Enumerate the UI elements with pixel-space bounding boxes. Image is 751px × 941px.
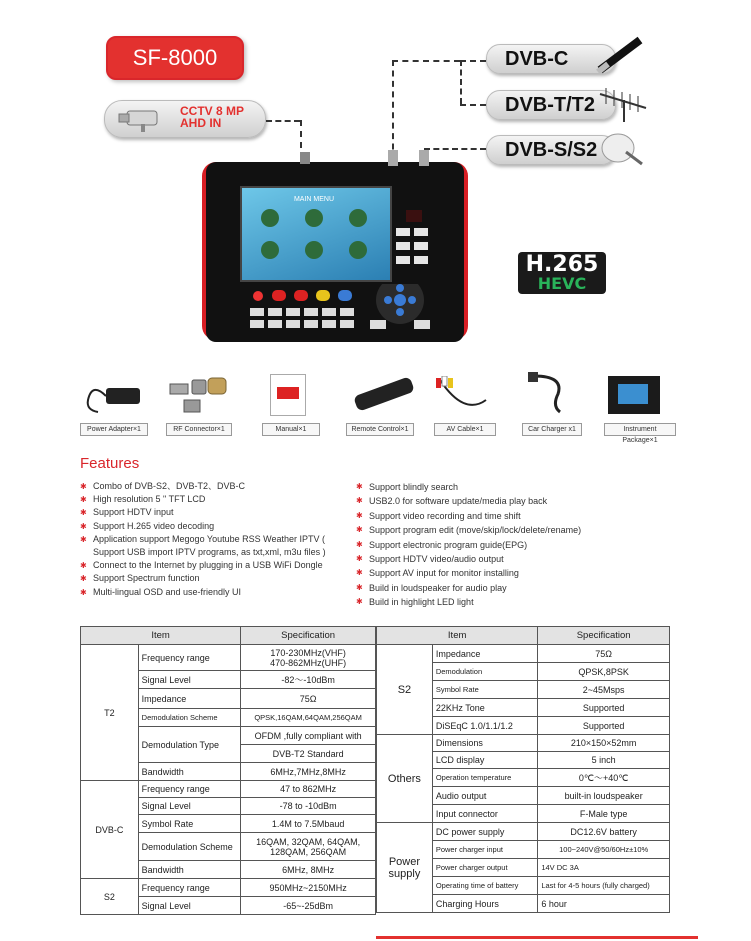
accessory-label-power-adapter: Power Adapter×1 bbox=[80, 423, 148, 436]
spec-label: 22KHz Tone bbox=[432, 699, 537, 717]
spec-value: 6MHz, 8MHz bbox=[241, 861, 376, 879]
model-name-badge bbox=[106, 36, 244, 80]
hevc-label: HEVC bbox=[537, 274, 587, 293]
manual-cover-image bbox=[277, 387, 299, 399]
spec-value: QPSK,16QAM,64QAM,256QAM bbox=[241, 709, 376, 727]
accessory-label-instrument-package: Instrument Package×1 bbox=[604, 423, 676, 436]
spec-group-dvbc: DVB-C bbox=[81, 781, 139, 879]
feature-item: ✱ Build in loudspeaker for audio play bbox=[356, 581, 656, 595]
spec-label: Impedance bbox=[432, 645, 537, 663]
feature-item: ✱ Support video recording and time shift bbox=[356, 509, 656, 523]
spec-label: Symbol Rate bbox=[138, 815, 241, 833]
spec-header-item: Item bbox=[81, 627, 241, 645]
spec-group-power-line2: supply bbox=[388, 867, 421, 880]
spec-value: 75Ω bbox=[538, 645, 670, 663]
spec-value: Last for 4-5 hours (fully charged) bbox=[538, 877, 670, 895]
spec-value: -82～-10dBm bbox=[241, 671, 376, 689]
spec-label: Frequency range bbox=[138, 879, 241, 897]
sat-connector-line-h bbox=[424, 148, 486, 150]
rf-connector-line bbox=[392, 60, 394, 160]
h265-label: H.265 bbox=[525, 252, 599, 277]
spec-value: 100~240V@50/60Hz±10% bbox=[538, 841, 670, 859]
input-dvbt2-label: DVB-T/T2 bbox=[505, 93, 595, 116]
spec-label: DiSEqC 1.0/1.1/1.2 bbox=[432, 717, 537, 735]
spec-value: OFDM ,fully compliant with bbox=[241, 727, 376, 745]
sat-port bbox=[419, 150, 429, 166]
feature-item: ✱ Combo of DVB-S2、DVB-T2、DVB-C bbox=[80, 480, 342, 493]
features-list-right bbox=[356, 480, 656, 610]
spec-label: Input connector bbox=[432, 805, 537, 823]
spec-label: Demodulation Type bbox=[138, 727, 241, 763]
spec-value: 128QAM, 256QAM bbox=[270, 846, 347, 857]
spec-label: Dimensions bbox=[432, 735, 537, 752]
spec-value: 5 inch bbox=[538, 752, 670, 769]
feature-item: ✱ Support Spectrum function bbox=[80, 572, 342, 585]
spec-table-left bbox=[80, 626, 376, 915]
cctv-label bbox=[180, 105, 244, 129]
rf-port bbox=[388, 150, 398, 166]
feature-item: ✱ Support blindly search bbox=[356, 480, 656, 494]
spec-label: Operating time of battery bbox=[432, 877, 537, 895]
feature-item: ✱ Multi-lingual OSD and use-friendly UI bbox=[80, 586, 342, 599]
car-charger-icon bbox=[524, 370, 572, 416]
spec-value: 6MHz,7MHz,8MHz bbox=[241, 763, 376, 781]
spec-value: Supported bbox=[538, 699, 670, 717]
feature-item: ✱ Support electronic program guide(EPG) bbox=[356, 538, 656, 552]
instrument-package-icon bbox=[606, 370, 662, 418]
model-name: SF-8000 bbox=[132, 45, 218, 70]
device-keypad bbox=[248, 284, 460, 334]
spec-value: -78 to -10dBm bbox=[241, 798, 376, 815]
feature-item: ✱ High resolution 5 " TFT LCD bbox=[80, 493, 342, 506]
spec-header-item: Item bbox=[377, 627, 538, 645]
spec-label: Charging Hours bbox=[432, 895, 537, 913]
spec-label: Power charger input bbox=[432, 841, 537, 859]
cctv-camera-icon bbox=[117, 105, 161, 133]
accessory-label-av-cable: AV Cable×1 bbox=[434, 423, 496, 436]
feature-item: ✱ Build in highlight LED light bbox=[356, 595, 656, 609]
spec-label: LCD display bbox=[432, 752, 537, 769]
accessory-label-manual: Manual×1 bbox=[262, 423, 320, 436]
antenna-icon bbox=[596, 84, 650, 124]
accessory-label-remote: Remote Control×1 bbox=[346, 423, 414, 436]
rf-branch-line-2 bbox=[460, 104, 486, 106]
spec-value: 6 hour bbox=[538, 895, 670, 913]
coax-cable-icon bbox=[596, 36, 644, 76]
spec-label: DC power supply bbox=[432, 823, 537, 841]
spec-value: 14V DC 3A bbox=[538, 859, 670, 877]
spec-value-cell bbox=[241, 645, 376, 671]
spec-label: Bandwidth bbox=[138, 861, 241, 879]
satellite-dish-icon bbox=[598, 130, 646, 170]
feature-item: ✱ Support AV input for monitor installing bbox=[356, 566, 656, 580]
spec-value: 470-862MHz(UHF) bbox=[270, 657, 347, 668]
cctv-port bbox=[300, 152, 310, 164]
feature-item: ✱ USB2.0 for software update/media play back bbox=[356, 494, 656, 508]
feature-item: ✱ Connect to the Internet by plugging in a USB WiFi Dongle bbox=[80, 559, 342, 572]
manual-icon bbox=[270, 374, 306, 416]
feature-item: ✱ Application support Megogo Youtube RSS Weather IPTV ( Support USB import IPTV programs, as txt,xml, m3u files ) bbox=[80, 533, 342, 559]
spec-label: Signal Level bbox=[138, 798, 241, 815]
spec-value: 75Ω bbox=[241, 689, 376, 709]
spec-group-power-line1: Power bbox=[388, 855, 421, 868]
spec-label: Demodulation bbox=[432, 663, 537, 681]
spec-group-others: Others bbox=[377, 735, 433, 823]
footer-accent-line bbox=[376, 936, 698, 939]
spec-value: 2~45Msps bbox=[538, 681, 670, 699]
rf-branch-line bbox=[460, 60, 462, 104]
spec-value: F-Male type bbox=[538, 805, 670, 823]
rf-connector-icon bbox=[164, 374, 230, 416]
rf-connector-line-top bbox=[392, 60, 460, 62]
spec-group-s2: S2 bbox=[377, 645, 433, 735]
spec-value: Supported bbox=[538, 717, 670, 735]
h265-hevc-badge bbox=[518, 252, 606, 294]
spec-label: Signal Level bbox=[138, 671, 241, 689]
spec-group-s2-left: S2 bbox=[81, 879, 139, 915]
spec-label: Frequency range bbox=[138, 781, 241, 798]
feature-item: ✱ Support program edit (move/skip/lock/delete/rename) bbox=[356, 523, 656, 537]
spec-value: 0℃～+40℃ bbox=[538, 769, 670, 787]
spec-label: Signal Level bbox=[138, 897, 241, 915]
spec-value: 210×150×52mm bbox=[538, 735, 670, 752]
features-list-left bbox=[80, 480, 342, 599]
input-dvbc-label: DVB-C bbox=[505, 47, 569, 70]
spec-value: 950MHz~2150MHz bbox=[241, 879, 376, 897]
spec-table-right bbox=[376, 626, 670, 913]
cctv-label-line1: CCTV 8 MP bbox=[180, 104, 245, 118]
spec-header-spec: Specification bbox=[241, 627, 376, 645]
spec-value: 47 to 862MHz bbox=[241, 781, 376, 798]
spec-label: Audio output bbox=[432, 787, 537, 805]
cctv-connector-line bbox=[266, 120, 300, 122]
spec-value: QPSK,8PSK bbox=[538, 663, 670, 681]
screen-title: MAIN MENU bbox=[293, 196, 335, 203]
spec-value: -65~-25dBm bbox=[241, 897, 376, 915]
features-title: Features bbox=[80, 455, 140, 472]
device-side-buttons bbox=[396, 206, 432, 268]
feature-item: ✱ Support HDTV input bbox=[80, 506, 342, 519]
spec-value: built-in loudspeaker bbox=[538, 787, 670, 805]
spec-value: 170-230MHz(VHF) bbox=[270, 647, 346, 658]
screen-menu-icons bbox=[250, 206, 380, 270]
spec-label: Operation temperature bbox=[432, 769, 537, 787]
spec-group-power bbox=[377, 823, 433, 913]
spec-value-cell bbox=[241, 833, 376, 861]
spec-label: Bandwidth bbox=[138, 763, 241, 781]
spec-value: 1.4M to 7.5Mbaud bbox=[241, 815, 376, 833]
spec-header-spec: Specification bbox=[538, 627, 670, 645]
remote-control-icon bbox=[350, 372, 416, 416]
spec-value: DVB-T2 Standard bbox=[241, 745, 376, 763]
input-dvbs2-pill bbox=[486, 135, 616, 165]
power-adapter-icon bbox=[84, 376, 148, 416]
feature-item: ✱ Support H.265 video decoding bbox=[80, 520, 342, 533]
spec-value: DC12.6V battery bbox=[538, 823, 670, 841]
spec-label: Impedance bbox=[138, 689, 241, 709]
rf-branch-line-1 bbox=[460, 60, 486, 62]
accessory-label-car-charger: Car Charger x1 bbox=[522, 423, 582, 436]
cctv-label-line2: AHD IN bbox=[180, 116, 222, 130]
spec-label: Frequency range bbox=[138, 645, 241, 671]
spec-value: 16QAM, 32QAM, 64QAM, bbox=[256, 836, 361, 847]
av-cable-icon bbox=[434, 376, 492, 420]
spec-label: Power charger output bbox=[432, 859, 537, 877]
input-dvbs2-label: DVB-S/S2 bbox=[505, 138, 598, 161]
spec-label: Demodulation Scheme bbox=[138, 709, 241, 727]
accessory-label-rf-connector: RF Connector×1 bbox=[166, 423, 232, 436]
feature-item: ✱ Support HDTV video/audio output bbox=[356, 552, 656, 566]
spec-label: Symbol Rate bbox=[432, 681, 537, 699]
spec-label: Demodulation Scheme bbox=[138, 833, 241, 861]
spec-group-t2: T2 bbox=[81, 645, 139, 781]
